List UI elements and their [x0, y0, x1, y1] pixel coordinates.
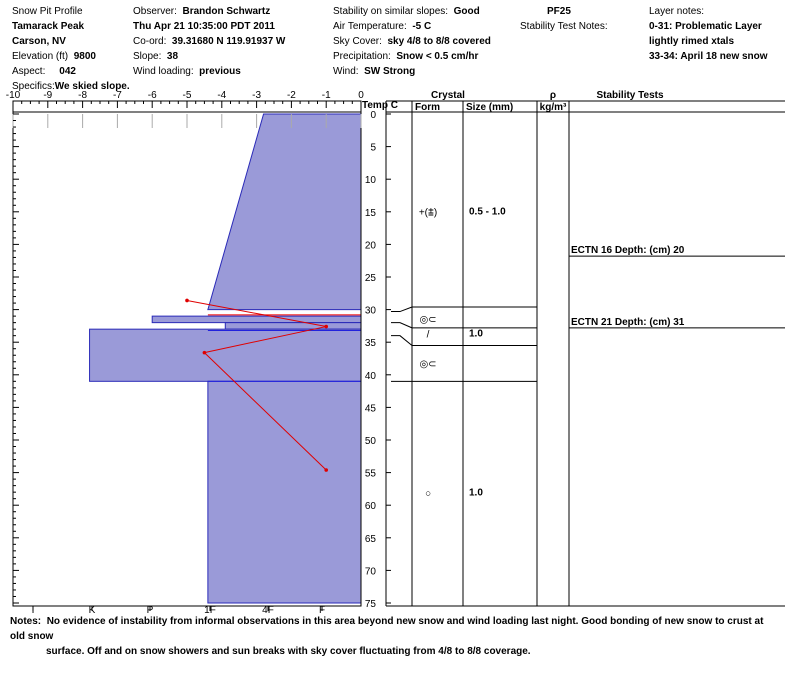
crystal-table [386, 90, 785, 606]
aspect-label: Aspect: [12, 66, 46, 77]
stability-tests-header: Stability Tests [596, 90, 664, 101]
density-unit: kg/m³ [539, 102, 567, 113]
hardness-tick-label: P [146, 605, 154, 614]
hardness-layer [152, 316, 361, 323]
crystal-form-symbol: +(⩲) [418, 207, 438, 219]
coord-value: 39.31680 N 119.91937 W [171, 36, 286, 47]
crystal-form-symbol: ○ [424, 488, 432, 500]
depth-tick-label: 60 [364, 501, 376, 513]
depth-tick-label: 70 [364, 566, 376, 578]
temperature-tick-label: -6 [147, 90, 157, 101]
layer-note-2: lightly rimed xtals [649, 36, 735, 47]
observation-datetime: Thu Apr 21 10:35:00 PDT 2011 [133, 21, 275, 32]
temperature-axis-label: Temp C [362, 100, 398, 111]
depth-tick-label: 20 [364, 240, 376, 252]
depth-tick-label: 0 [370, 110, 376, 121]
depth-tick-label: 65 [364, 533, 376, 545]
stability-tests [569, 245, 785, 328]
hardness-tick-label: F [318, 605, 326, 614]
crystal-form-label: Form [415, 102, 440, 113]
depth-tick-label: 35 [364, 338, 376, 350]
crystal-form-symbol: / [426, 329, 430, 341]
hardness-layer [208, 381, 361, 603]
density-symbol: ρ [549, 90, 557, 101]
temperature-tick-label: -7 [112, 90, 122, 101]
depth-connector [391, 336, 412, 346]
temperature-tick-label: -4 [217, 90, 227, 101]
temperature-tick-label: -9 [43, 90, 53, 101]
hardness-layer [225, 323, 361, 330]
stability-test-notes-label: Stability Test Notes: [520, 21, 608, 32]
layer-note-1: 0-31: Problematic Layer [649, 21, 762, 32]
air-temp-value: -5 C [412, 21, 432, 32]
temperature-tick-label: -1 [321, 90, 331, 101]
depth-tick-label: 5 [370, 142, 376, 154]
temperature-point [203, 351, 207, 355]
notes-section [10, 614, 780, 659]
wind-label: Wind: [333, 66, 359, 77]
hardness-layer [90, 329, 361, 381]
elevation-value: 9800 [73, 51, 96, 62]
wind-loading-value: previous [199, 66, 241, 77]
temperature-point [185, 299, 189, 303]
hardness-layer [208, 114, 361, 310]
specifics-value: We skied slope. [54, 81, 130, 92]
crystal-size-value: 0.5 - 1.0 [469, 206, 506, 218]
hardness-tick-label: I [31, 605, 35, 614]
temperature-point [324, 325, 328, 329]
depth-tick-label: 55 [364, 468, 376, 480]
air-temp-label: Air Temperature: [333, 21, 407, 32]
depth-tick-label: 40 [364, 370, 376, 382]
crystal-header: Crystal [431, 90, 465, 101]
depth-connector [391, 323, 412, 328]
notes-text-2: surface. Off and on snow showers and sun breaks with sky cover fluctuating from 4/8 to 8/8 coverage. [46, 646, 531, 657]
crystal-size-value: 1.0 [469, 328, 483, 340]
crystal-size-label: Size (mm) [466, 102, 514, 113]
elevation-label: Elevation (ft) [12, 51, 69, 62]
notes-text-1: No evidence of instability from informal observations in this area beyond new snow and wind loading last night. Good bonding of new snow to crust at old snow [10, 616, 764, 642]
depth-tick-label: 15 [364, 207, 376, 219]
specifics-label: Specifics: [12, 81, 55, 92]
crystal-form-symbol: ◎⊂ [419, 314, 437, 326]
profile-title: Snow Pit Profile [12, 6, 83, 17]
depth-tick-label: 30 [364, 305, 376, 317]
precip-value: Snow < 0.5 cm/hr [396, 51, 479, 62]
precip-label: Precipitation: [333, 51, 391, 62]
stability-test-label: ECTN 16 Depth: (cm) 20 [571, 245, 685, 257]
crystal-form-symbol: ◎⊂ [419, 358, 437, 370]
pit-id: PF25 [547, 6, 571, 17]
layer-notes-label: Layer notes: [649, 6, 705, 17]
temperature-tick-label: -5 [182, 90, 192, 101]
notes-line-1 [10, 614, 780, 644]
location-name: Tamarack Peak [12, 21, 85, 32]
depth-tick-label: 10 [364, 175, 376, 187]
temperature-point [324, 468, 328, 472]
coord-label: Co-ord: [133, 36, 167, 47]
observer-label: Observer: [133, 6, 177, 17]
aspect-value: 042 [59, 66, 76, 77]
stability-test-label: ECTN 21 Depth: (cm) 31 [571, 316, 685, 328]
wind-value: SW Strong [364, 66, 416, 77]
hardness-profile [90, 114, 361, 603]
observer-value: Brandon Schwartz [182, 6, 271, 17]
slope-label: Slope: [133, 51, 162, 62]
depth-tick-label: 25 [364, 273, 376, 284]
layer-note-3: 33-34: April 18 new snow [649, 51, 768, 62]
temperature-tick-label: -8 [78, 90, 88, 101]
sky-cover-label: Sky Cover: [333, 36, 382, 47]
slope-value: 38 [166, 51, 179, 62]
depth-tick-label: 75 [364, 599, 376, 610]
temperature-tick-label: 0 [358, 90, 364, 101]
hardness-tick-label: K [88, 605, 96, 614]
temperature-tick-label: -3 [252, 90, 262, 101]
depth-tick-label: 45 [364, 403, 376, 415]
hardness-tick-label: 1F [204, 605, 216, 614]
crystal-size-value: 1.0 [469, 487, 483, 499]
depth-tick-label: 50 [364, 436, 376, 447]
sky-cover-value: sky 4/8 to 8/8 covered [387, 36, 491, 47]
stability-value: Good [453, 6, 480, 17]
wind-loading-label: Wind loading: [133, 66, 194, 77]
stability-label: Stability on similar slopes: [333, 6, 449, 17]
region-name: Carson, NV [12, 36, 66, 47]
notes-label: Notes: [10, 616, 42, 627]
temperature-tick-label: -2 [286, 90, 296, 101]
hardness-tick-label: 4F [262, 605, 274, 614]
temperature-tick-label: -10 [5, 90, 21, 101]
depth-connector [391, 307, 412, 312]
